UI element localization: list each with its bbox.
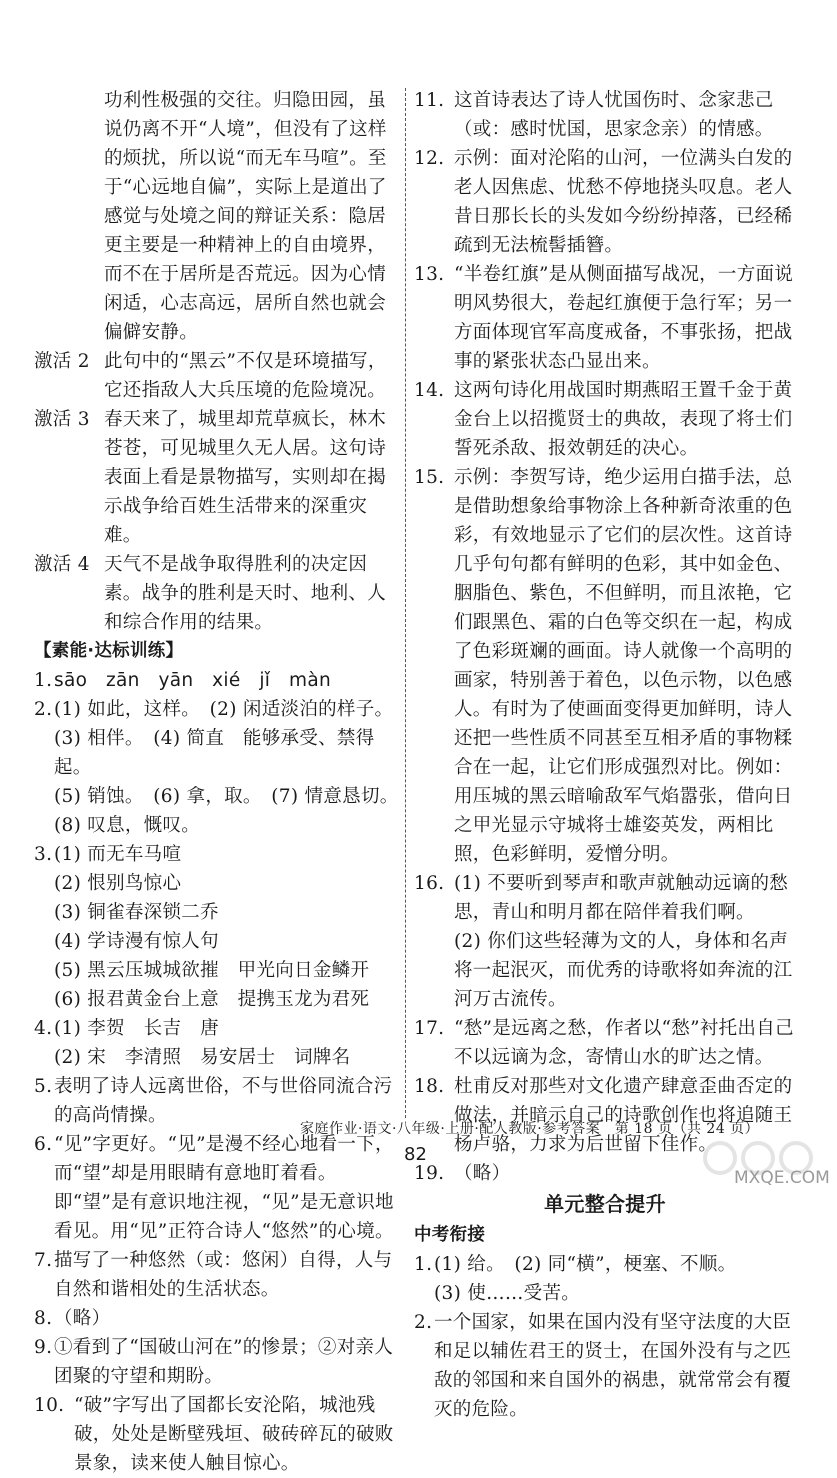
answer-18-text: 杜甫反对那些对文化遗产肆意歪曲否定的做法，并暗示自己的诗歌创作也将追随王杨卢骆，力求为后世留下佳作。 (454, 1076, 793, 1155)
answer-13-num: 13. (414, 264, 445, 285)
left-column (34, 86, 400, 1478)
answer-2-line: (1) 如此，这样。 (2) 闲适淡泊的样子。 (54, 699, 394, 720)
zhongkao-heading: 中考衔接 (414, 1225, 486, 1245)
answer-3-line: (6) 报君黄金台上意 提携玉龙为君死 (54, 989, 370, 1010)
answer-1-text: sāo zān yān xié jǐ màn (54, 670, 332, 691)
answer-13-text: “半卷红旗”是从侧面描写战况，一方面说明风势很大，卷起红旗便于急行军；另一方面体现官军高度戒备，不事张扬，把战事的紧张状态凸显出来。 (454, 264, 794, 372)
answer-3 (34, 840, 400, 1014)
answer-2-num: 2. (34, 699, 53, 720)
answer-2-line: (5) 销蚀。 (6) 拿，取。 (7) 情意恳切。 (54, 786, 399, 807)
activation-4-label: 激活 4 (34, 554, 90, 575)
answer-1-num: 1. (34, 670, 53, 691)
answer-4 (34, 1014, 400, 1072)
answer-7-text: 描写了一种悠然（或：悠闲）自得，人与自然和谐相处的生活状态。 (54, 1250, 393, 1300)
answer-16-part-1: (1) 不要听到琴声和歌声就触动远谪的愁思，青山和明月都在陪伴着我们啊。 (454, 873, 789, 923)
answer-12-text: 示例：面对沦陷的山河，一位满头白发的老人因焦虑、忧愁不停地挠头叹息。老人昔日那长长的头发如今纷纷掉落，已经稀疏到无法梳髻插簪。 (454, 148, 793, 256)
activation-3 (34, 405, 400, 550)
watermark-text: MXQE.COM (734, 1168, 830, 1188)
intro-paragraph: 功利性极强的交往。归隐田园，虽说仍离不开“人境”，但没有了这样的烦扰，所以说“而无车马喧”。至于“心远地自偏”，实际上是道出了感觉与处境之间的辩证关系：隐居更主要是一种精神上的自由境界，而不在于居所是否荒远。因为心情闲适，心志高远，居所自然也就会偏僻安静。 (104, 90, 387, 343)
activation-4-text: 天气不是战争取得胜利的决定因素。战争的胜利是天时、地利、人和综合作用的结果。 (104, 554, 387, 633)
zk-answer-1-num: 1. (414, 1254, 433, 1275)
answer-18-num: 18. (414, 1076, 445, 1097)
answer-10 (34, 1391, 400, 1478)
answer-19-num: 19. (414, 1163, 445, 1184)
answer-6-text: “见”字更好。“见”是漫不经心地看一下，而“望”却是用眼睛有意地盯着看。即“望”是有意识地注视，“见”是无意识地看见。用“见”正符合诗人“悠然”的心境。 (54, 1134, 394, 1242)
answer-5-text: 表明了诗人远离世俗，不与世俗同流合污的高尚情操。 (54, 1076, 393, 1126)
answer-1 (34, 666, 400, 695)
answer-16-part-2: (2) 你们这些轻薄为文的人，身体和名声将一起泯灭，而优秀的诗歌将如奔流的江河万古流传。 (454, 931, 793, 1010)
answer-2-line: (3) 相伴。 (4) 简直 能够承受、禁得起。 (54, 728, 375, 778)
answer-17-num: 17. (414, 1018, 445, 1039)
answer-14-num: 14. (414, 380, 445, 401)
answer-11 (414, 86, 796, 144)
answer-6 (34, 1130, 400, 1246)
page-number: 82 (404, 1144, 427, 1165)
unit-title: 单元整合提升 (544, 1192, 666, 1216)
answer-5-num: 5. (34, 1076, 53, 1097)
answer-9 (34, 1333, 400, 1391)
zk-answer-1-line: (1) 给。 (2) 同“横”，梗塞、不顺。 (434, 1254, 737, 1275)
zk-answer-2 (414, 1308, 796, 1424)
answer-7 (34, 1246, 400, 1304)
answer-11-num: 11. (414, 90, 445, 111)
answer-6-num: 6. (34, 1134, 53, 1155)
activation-2 (34, 347, 400, 405)
zk-answer-2-text: 一个国家，如果在国内没有坚守法度的大臣和足以辅佐君王的贤士，在国外没有与之匹敌的邻国和来自国外的祸患，就常常会有覆灭的危险。 (434, 1312, 792, 1420)
answer-9-num: 9. (34, 1337, 53, 1358)
answer-13 (414, 260, 796, 376)
answer-8-num: 8. (34, 1308, 53, 1329)
answer-9-text: ①看到了“国破山河在”的惨景；②对亲人团聚的守望和期盼。 (54, 1337, 394, 1387)
column-divider (405, 88, 406, 1118)
answer-12 (414, 144, 796, 260)
answer-14-text: 这两句诗化用战国时期燕昭王置千金于黄金台上以招揽贤士的典故，表现了将士们誓死杀敌、报效朝廷的决心。 (454, 380, 793, 459)
answer-7-num: 7. (34, 1250, 53, 1271)
answer-19-text: （略） (454, 1163, 511, 1184)
answer-2-line: (8) 叹息，慨叹。 (54, 815, 201, 836)
section-heading: 【素能·达标训练】 (34, 641, 184, 661)
answer-17 (414, 1014, 796, 1072)
answer-17-text: “愁”是远离之愁，作者以“愁”衬托出自己不以远谪为念，寄情山水的旷达之情。 (454, 1018, 794, 1068)
activation-3-label: 激活 3 (34, 409, 90, 430)
right-column (414, 86, 796, 1424)
answer-3-line: (4) 学诗漫有惊人句 (54, 931, 219, 952)
answer-3-line: (5) 黑云压城城欲摧 甲光向日金鳞开 (54, 960, 370, 981)
zk-answer-1 (414, 1250, 796, 1308)
answer-3-line: (1) 而无车马喧 (54, 844, 182, 865)
answer-3-num: 3. (34, 844, 53, 865)
zk-answer-2-num: 2. (414, 1312, 433, 1333)
answer-10-num: 10. (34, 1395, 65, 1416)
answer-15-text: 示例：李贺写诗，绝少运用白描手法，总是借助想象给事物涂上各种新奇浓重的色彩，有效地显示了它们的层次性。这首诗几乎句句都有鲜明的色彩，其中如金色、胭脂色、紫色，不但鲜明，而且浓艳，它们跟黑色、霜的白色等交织在一起，构成了色彩斑斓的画面。诗人就像一个高明的画家，特别善于着色，以色示物，以色感人。有时为了使画面变得更加鲜明，诗人还把一些性质不同甚至互相矛盾的事物糅合在一起，让它们形成强烈对比。例如：用压城的黑云暗喻敌军气焰嚣张，借向日之甲光显示守城将士雄姿英发，两相比照，色彩鲜明，爱憎分明。 (454, 467, 793, 865)
answer-3-line: (3) 铜雀春深锁二乔 (54, 902, 219, 923)
page-footer: 家庭作业·语文·八年级·上册·配人教版·参考答案 第 18 页（共 24 页） (300, 1121, 760, 1137)
answer-15 (414, 463, 796, 869)
answer-11-text: 这首诗表达了诗人忧国伤时、念家悲己（或：感时忧国，思家念亲）的情感。 (454, 90, 774, 140)
activation-2-text: 此句中的“黑云”不仅是环境描写，它还指敌人大兵压境的危险境况。 (104, 351, 387, 401)
answer-4-line: (2) 宋 李清照 易安居士 词牌名 (54, 1047, 351, 1068)
answer-12-num: 12. (414, 148, 445, 169)
answer-16-num: 16. (414, 873, 445, 894)
answer-3-line: (2) 恨别鸟惊心 (54, 873, 182, 894)
answer-4-line: (1) 李贺 长吉 唐 (54, 1018, 219, 1039)
zk-answer-1-line: (3) 使……受苦。 (434, 1283, 581, 1304)
activation-4 (34, 550, 400, 637)
answer-2 (34, 695, 400, 840)
activation-2-label: 激活 2 (34, 351, 90, 372)
answer-10-text: “破”字写出了国都长安沦陷，城池残破，处处是断壁残垣、破砖碎瓦的破败景象，读来使人触目惊心。 (74, 1395, 394, 1474)
activation-3-text: 春天来了，城里却荒草疯长，林木苍苍，可见城里久无人居。这句诗表面上看是景物描写，实则却在揭示战争给百姓生活带来的深重灾难。 (104, 409, 387, 546)
answer-14 (414, 376, 796, 463)
answer-8 (34, 1304, 400, 1333)
answer-15-num: 15. (414, 467, 445, 488)
answer-16 (414, 869, 796, 1014)
answer-4-num: 4. (34, 1018, 53, 1039)
answer-8-text: （略） (54, 1308, 111, 1329)
